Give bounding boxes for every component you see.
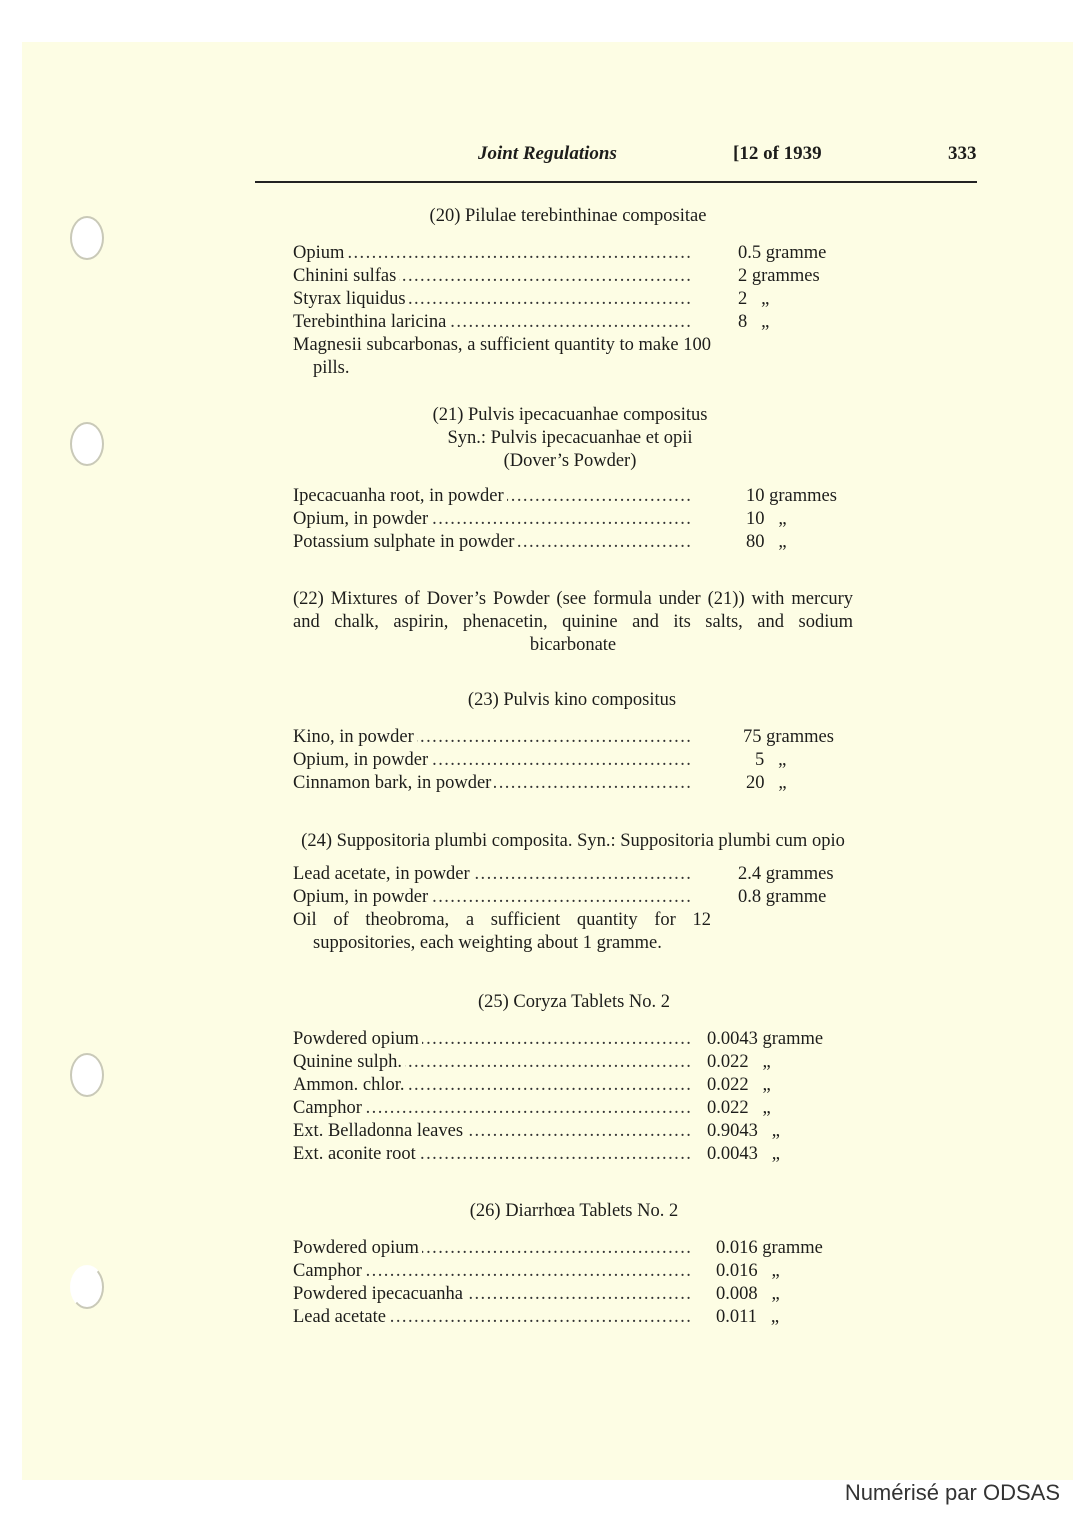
ingredient-row — [293, 1028, 863, 1051]
ingredient-amount: 0.0043 „ — [707, 1144, 780, 1164]
section-title: (22) Mixtures of Dover’s Powder (see formula under (21)) with mercury and chalk, aspirin, phenacetin, quinine and its salts, and sodium bicarbonate — [293, 589, 853, 655]
section-title-line: (21) Pulvis ipecacuanhae compositus — [432, 405, 708, 425]
ingredient-row — [293, 772, 863, 795]
ingredient-row — [293, 265, 863, 288]
section-title: (23) Pulvis kino compositus — [467, 690, 677, 710]
ingredient-name: Ipecacuanha root, in powder — [293, 486, 507, 506]
section-title-line: (Dover’s Powder) — [503, 451, 637, 471]
ingredient-name: Camphor — [293, 1098, 365, 1118]
ingredient-note: Magnesii subcarbonas, a sufficient quantity to make 100 pills. — [293, 335, 711, 378]
ingredient-name: Camphor — [293, 1261, 365, 1281]
binder-hole — [70, 1265, 104, 1309]
ingredient-name: Ext. aconite root — [293, 1144, 419, 1164]
ingredient-name: Styrax liquidus — [293, 289, 409, 309]
ingredient-name: Potassium sulphate in powder — [293, 532, 517, 552]
ingredient-name: Lead acetate — [293, 1307, 389, 1327]
ingredient-row — [293, 242, 863, 265]
ingredient-name: Opium — [293, 243, 347, 263]
ingredient-amount: 0.008 „ — [716, 1284, 780, 1304]
section-title: (20) Pilulae terebinthinae compositae — [429, 206, 707, 226]
header-rule — [255, 181, 977, 183]
running-title: Joint Regulations — [478, 143, 617, 164]
ingredient-amount: 0.011 „ — [716, 1307, 780, 1327]
ingredient-amount: 5 „ — [755, 750, 787, 770]
ingredient-amount: 8 „ — [738, 312, 770, 332]
section-title: (26) Diarrhœa Tablets No. 2 — [469, 1201, 679, 1221]
ingredient-name: Opium, in powder — [293, 509, 431, 529]
ingredient-name: Opium, in powder — [293, 887, 431, 907]
ingredient-amount: 0.016 gramme — [716, 1238, 823, 1258]
ingredient-name: Chinini sulfas — [293, 266, 399, 286]
section-title: (24) Suppositoria plumbi composita. Syn.: Suppositoria plumbi cum opio — [301, 831, 845, 851]
ingredient-name: Terebinthina laricina — [293, 312, 449, 332]
ingredient-amount: 75 grammes — [743, 727, 834, 747]
ingredient-row — [293, 288, 863, 311]
ingredient-name: Kino, in powder — [293, 727, 417, 747]
ingredient-amount: 0.022 „ — [707, 1052, 771, 1072]
ingredient-amount: 0.0043 gramme — [707, 1029, 824, 1049]
ingredient-row — [293, 311, 863, 334]
ingredient-row — [293, 726, 863, 749]
ingredient-amount: 10 „ — [746, 509, 787, 529]
digitization-credit: Numérisé par ODSAS — [844, 1480, 1060, 1505]
ingredient-row — [293, 1237, 863, 1260]
ingredient-amount: 10 grammes — [746, 486, 837, 506]
ingredient-amount: 0.022 „ — [707, 1098, 771, 1118]
ingredient-amount: 2 „ — [738, 289, 770, 309]
ingredient-row — [293, 1306, 863, 1329]
ingredient-row — [293, 485, 863, 508]
ingredient-name: Powdered ipecacuanha — [293, 1284, 466, 1304]
ingredient-row — [293, 863, 863, 886]
page-content — [293, 205, 863, 1329]
ingredient-row — [293, 1260, 863, 1283]
ingredient-amount: 2 grammes — [738, 266, 820, 286]
ingredient-name: Cinnamon bark, in powder — [293, 773, 494, 793]
ingredient-row — [293, 531, 863, 554]
ingredient-name: Ammon. chlor. — [293, 1075, 408, 1095]
ingredient-name: Powdered opium — [293, 1238, 422, 1258]
ingredient-row — [293, 1283, 863, 1306]
ingredient-row — [293, 1097, 863, 1120]
ingredient-row — [293, 886, 863, 909]
ingredient-amount: 80 „ — [746, 532, 787, 552]
ingredient-name: Quinine sulph. — [293, 1052, 405, 1072]
ingredient-name: Opium, in powder — [293, 750, 431, 770]
binder-hole — [70, 216, 104, 260]
act-reference: [12 of 1939 — [733, 143, 822, 164]
section-title — [277, 404, 863, 473]
ingredient-amount: 0.022 „ — [707, 1075, 771, 1095]
ingredient-row — [293, 749, 863, 772]
section-title-line: Syn.: Pulvis ipecacuanhae et opii — [447, 428, 693, 448]
ingredient-row — [293, 1120, 863, 1143]
ingredient-name: Lead acetate, in powder — [293, 864, 473, 884]
ingredient-amount: 20 „ — [746, 773, 787, 793]
binder-hole — [70, 1053, 104, 1097]
binder-hole — [70, 422, 104, 466]
ingredient-amount: 0.016 „ — [716, 1261, 780, 1281]
section-title: (25) Coryza Tablets No. 2 — [477, 992, 671, 1012]
ingredient-row — [293, 1143, 863, 1166]
ingredient-amount: 0.9043 „ — [707, 1121, 780, 1141]
page-number: 333 — [948, 143, 977, 164]
ingredient-row — [293, 508, 863, 531]
ingredient-name: Powdered opium — [293, 1029, 422, 1049]
ingredient-amount: 0.5 gramme — [738, 243, 827, 263]
ingredient-row — [293, 1051, 863, 1074]
ingredient-amount: 2.4 grammes — [738, 864, 834, 884]
ingredient-note: Oil of theobroma, a sufficient quantity for 12 suppositories, each weighting about 1 gramme. — [293, 910, 711, 953]
ingredient-amount: 0.8 gramme — [738, 887, 827, 907]
ingredient-name: Ext. Belladonna leaves — [293, 1121, 466, 1141]
ingredient-row — [293, 1074, 863, 1097]
